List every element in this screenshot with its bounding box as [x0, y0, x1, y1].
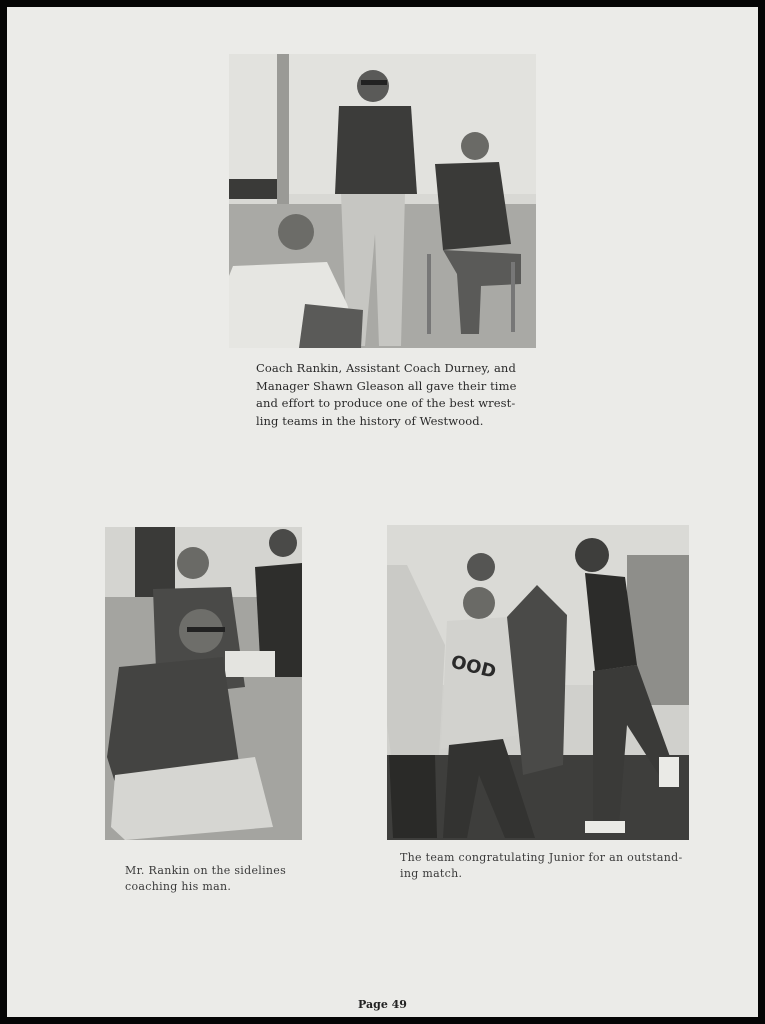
caption-line: The team congratulating Junior for an outstand- — [400, 851, 683, 864]
caption-line: Coach Rankin, Assistant Coach Durney, and — [256, 361, 516, 375]
page-number: Page 49 — [358, 998, 407, 1011]
caption-line: ing match. — [400, 867, 463, 880]
team-congratulating-photo — [387, 525, 689, 840]
coaches-caption — [256, 360, 546, 430]
sideline-photo — [105, 527, 302, 840]
jersey-text: OOD — [448, 651, 499, 683]
caption-line: and effort to produce one of the best wrest- — [256, 396, 516, 410]
caption-line: Mr. Rankin on the sidelines — [125, 864, 287, 877]
caption-line: Manager Shawn Gleason all gave their time — [256, 378, 517, 393]
team-caption — [400, 850, 700, 882]
coaches-photo — [229, 54, 536, 348]
sideline-caption — [125, 863, 325, 895]
yearbook-page — [7, 7, 758, 1017]
caption-line: coaching his man. — [125, 880, 232, 893]
caption-line: ling teams in the history of Westwood. — [256, 413, 484, 428]
